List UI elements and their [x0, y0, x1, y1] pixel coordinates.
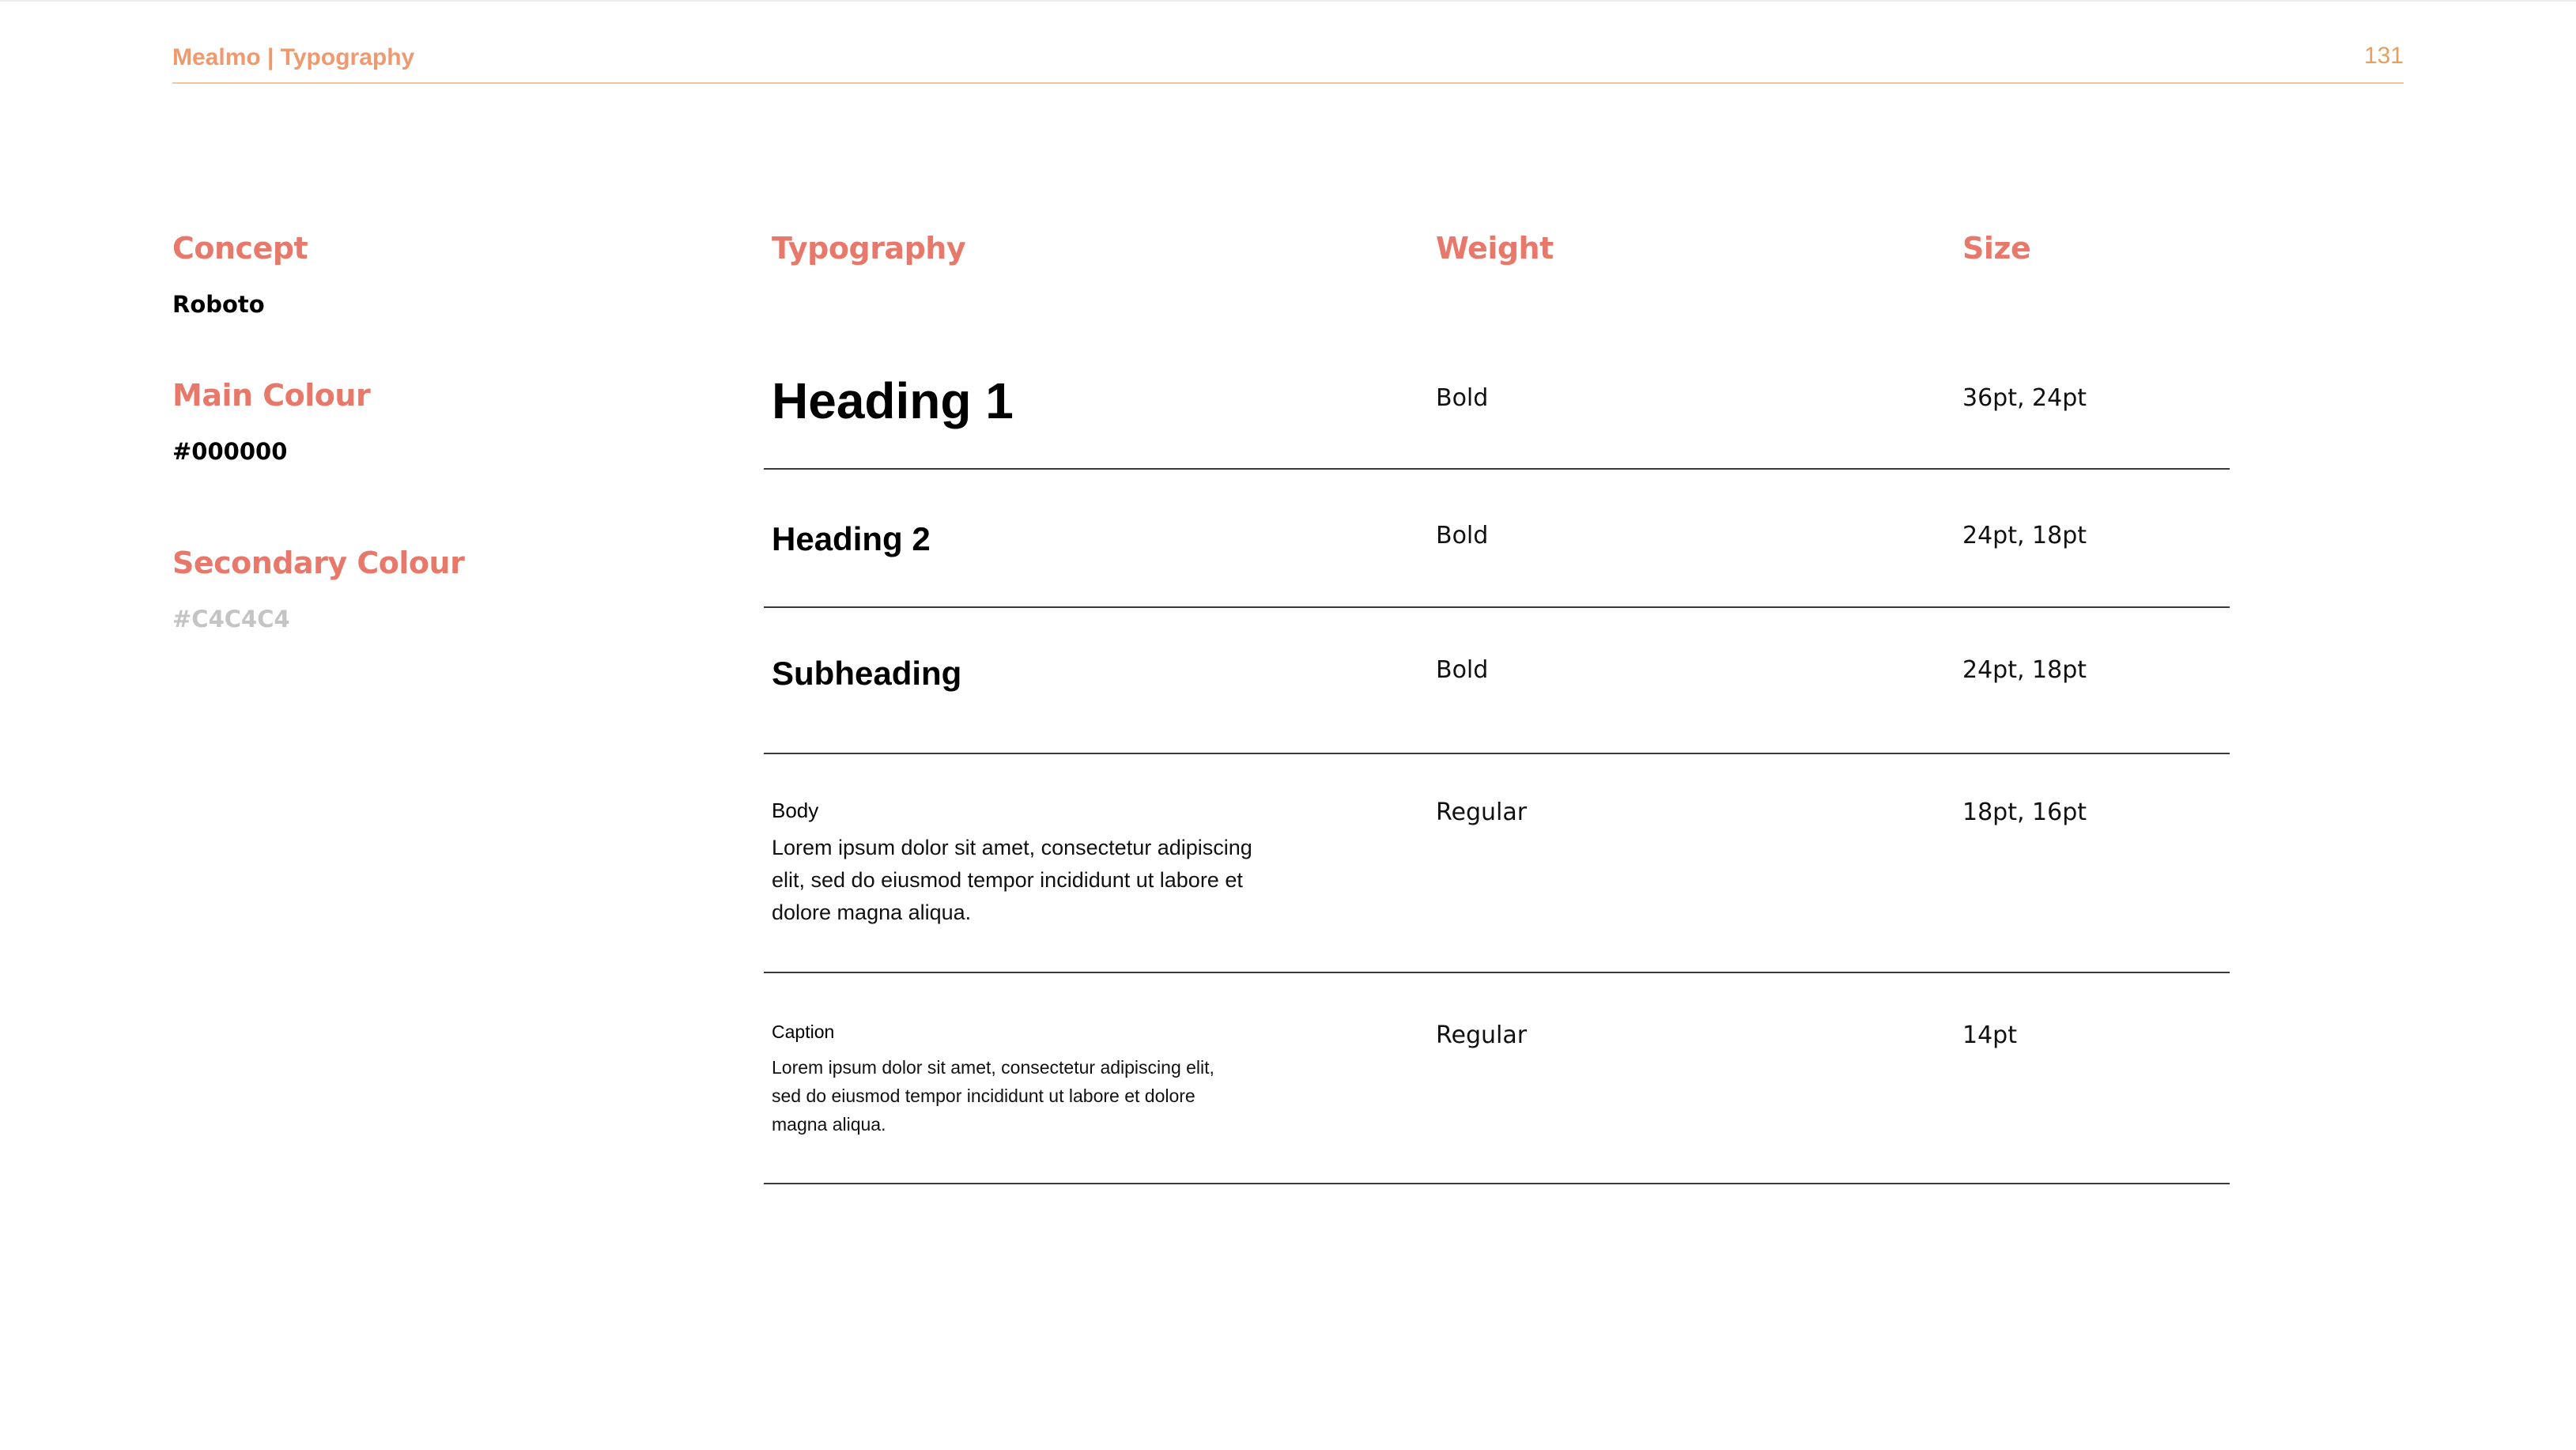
subheading-size: 24pt, 18pt	[1962, 656, 2087, 684]
main-colour-heading: Main Colour	[172, 378, 371, 413]
row-divider	[764, 606, 2230, 608]
caption-text-line: sed do eiusmod tempor incididunt ut labore et dolore	[772, 1086, 1195, 1106]
caption-weight: Regular	[1436, 1021, 1528, 1049]
row-divider	[764, 972, 2230, 973]
heading-2-weight: Bold	[1436, 522, 1489, 549]
page-number: 131	[2363, 43, 2404, 69]
weight-column-heading: Weight	[1436, 231, 1554, 266]
body-label: Body	[772, 799, 819, 822]
caption-text-line: Lorem ipsum dolor sit amet, consectetur adipiscing elit,	[772, 1057, 1214, 1078]
body-sample-text	[772, 832, 1252, 929]
subheading-sample: Subheading	[772, 655, 962, 692]
body-size: 18pt, 16pt	[1962, 799, 2087, 826]
caption-sample-text	[772, 1053, 1214, 1138]
header-title: Mealmo | Typography	[172, 44, 415, 70]
row-divider	[764, 1183, 2230, 1184]
body-text-line: Lorem ipsum dolor sit amet, consectetur adipiscing	[772, 836, 1252, 859]
body-weight: Regular	[1436, 799, 1528, 826]
secondary-colour-value: #C4C4C4	[172, 606, 290, 632]
caption-text-line: magna aliqua.	[772, 1114, 886, 1135]
body-text-line: dolore magna aliqua.	[772, 901, 972, 924]
page-header	[172, 0, 2404, 84]
body-text-line: elit, sed do eiusmod tempor incididunt ut labore et	[772, 868, 1243, 892]
typography-column-heading: Typography	[772, 231, 966, 266]
subheading-weight: Bold	[1436, 656, 1489, 684]
size-column-heading: Size	[1962, 231, 2031, 266]
concept-font-value: Roboto	[172, 291, 265, 318]
heading-1-weight: Bold	[1436, 384, 1489, 412]
row-divider	[764, 468, 2230, 470]
heading-1-size: 36pt, 24pt	[1962, 384, 2087, 412]
secondary-colour-heading: Secondary Colour	[172, 546, 465, 580]
caption-label: Caption	[772, 1021, 835, 1042]
heading-2-sample: Heading 2	[772, 520, 931, 557]
heading-1-sample: Heading 1	[772, 372, 1014, 429]
main-colour-value: #000000	[172, 438, 288, 465]
row-divider	[764, 753, 2230, 754]
heading-2-size: 24pt, 18pt	[1962, 522, 2087, 549]
concept-heading: Concept	[172, 231, 308, 266]
caption-size: 14pt	[1962, 1021, 2017, 1049]
